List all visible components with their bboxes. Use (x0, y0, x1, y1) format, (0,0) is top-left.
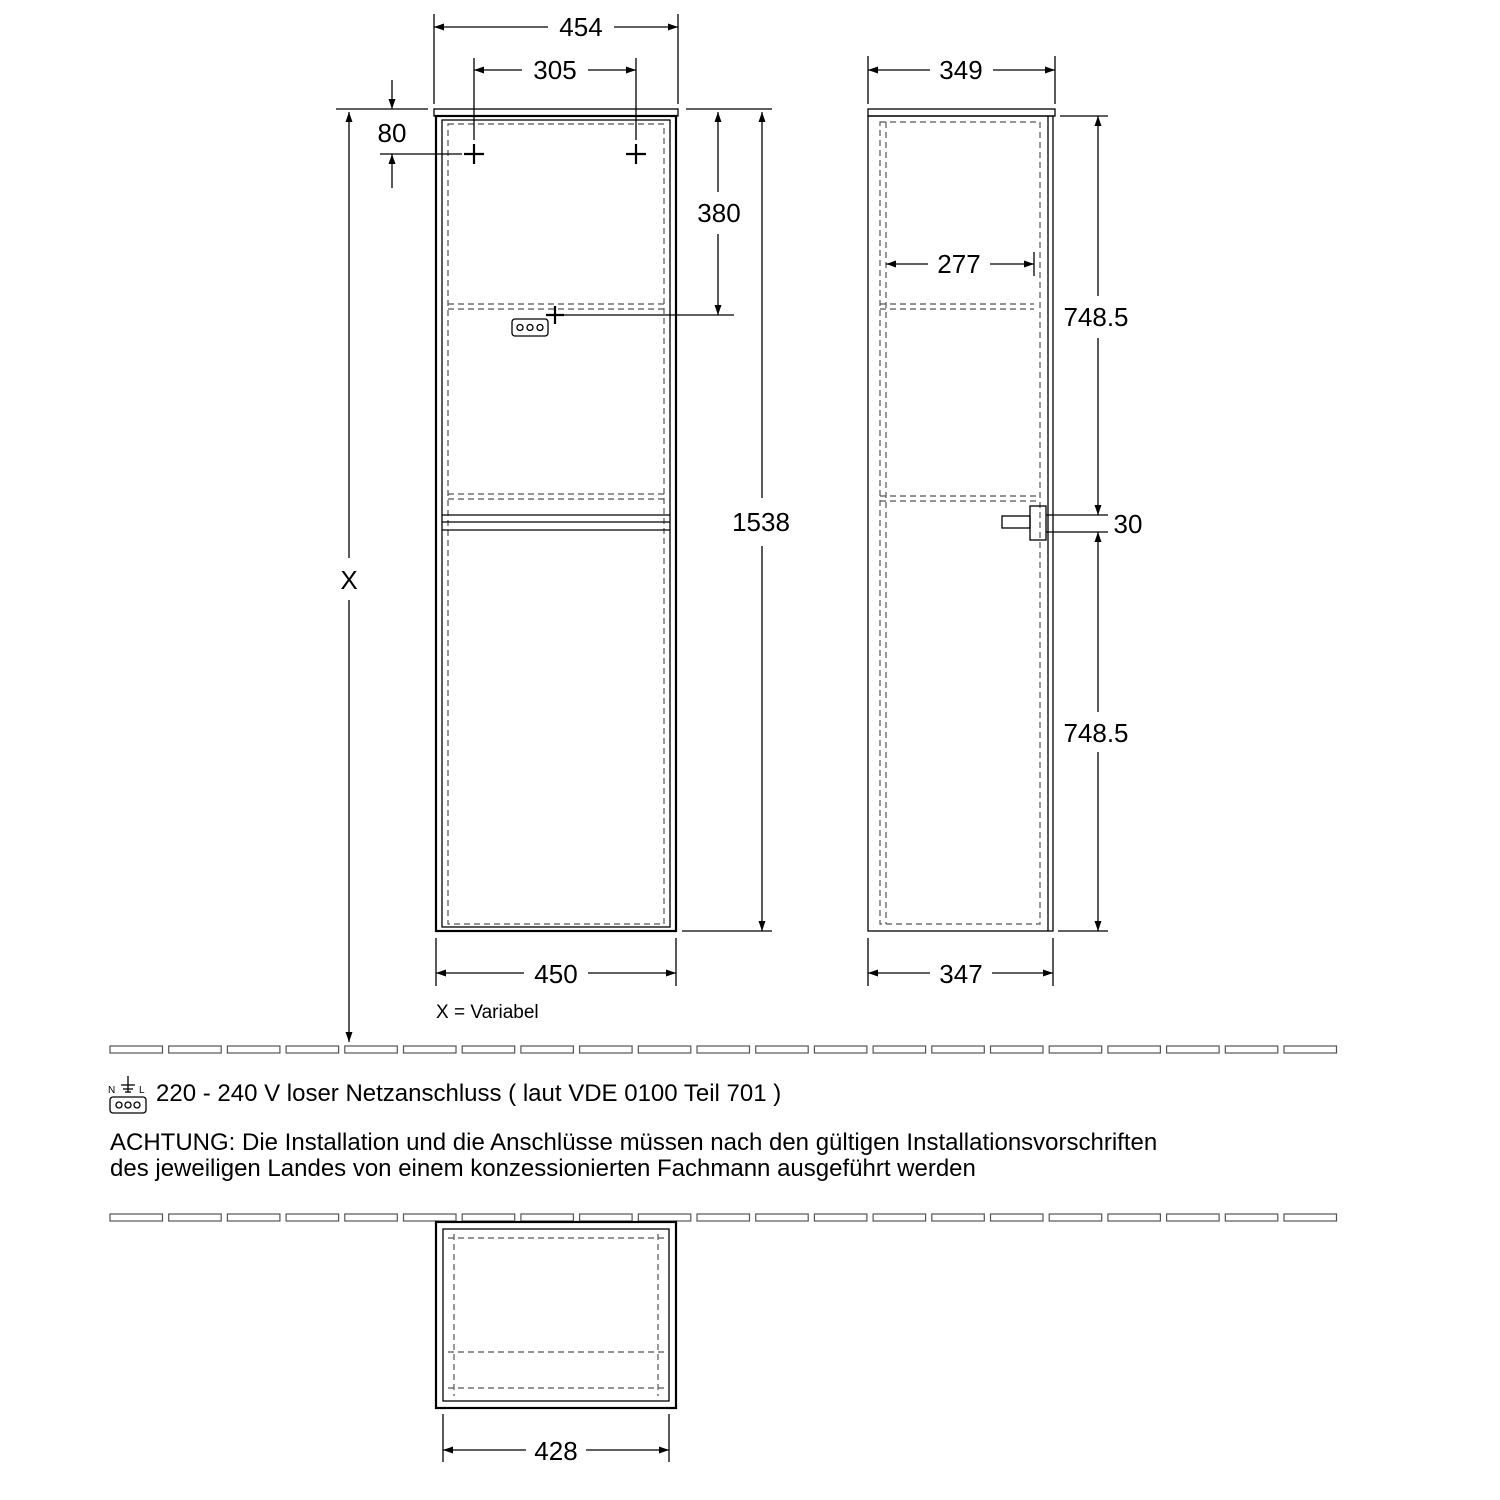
svg-text:N: N (108, 1085, 116, 1096)
floor-tile (110, 1046, 163, 1053)
floor-tile (638, 1046, 691, 1053)
dim-450-label: 450 (534, 959, 578, 989)
front-cabinet-inner-frame (442, 120, 670, 927)
floor-tile (110, 1214, 163, 1221)
warning-line-2: des jeweiligen Landes von einem konzessionierten Fachmann ausgeführt werden (110, 1155, 976, 1182)
electrical-connection-icon (108, 1076, 146, 1113)
floor-tile (814, 1046, 867, 1053)
top-view (436, 1222, 676, 1466)
floor-tile (1108, 1214, 1161, 1221)
floor-tile (169, 1214, 222, 1221)
floor-tile (1225, 1046, 1278, 1053)
front-cabinet-outline (436, 116, 676, 931)
dim-748-lower-label: 748.5 (1063, 718, 1129, 748)
side-top-cap (868, 109, 1055, 116)
warning-line-1: ACHTUNG: Die Installation und die Anschlüsse müssen nach den gültigen Installationsvorschriften (110, 1129, 1158, 1156)
dim-x-label: X (340, 565, 358, 595)
floor-tile (404, 1046, 457, 1053)
floor-tile (991, 1214, 1044, 1221)
floor-tile (697, 1214, 750, 1221)
floor-tile (932, 1214, 985, 1221)
floor-tile (345, 1046, 398, 1053)
floor-tile (873, 1046, 926, 1053)
floor-tile (521, 1046, 574, 1053)
floor-tile (1049, 1214, 1102, 1221)
floor-tile (227, 1046, 280, 1053)
floor-tile (1167, 1214, 1220, 1221)
side-hidden-interior (880, 122, 1040, 924)
dim-30-label: 30 (1113, 509, 1143, 539)
floor-tile (756, 1046, 809, 1053)
dim-1538-label: 1538 (732, 507, 790, 537)
floor-tile (638, 1214, 691, 1221)
floor-tile (580, 1046, 633, 1053)
mounting-hole-left (464, 144, 484, 164)
dim-380-label: 380 (697, 198, 741, 228)
variable-note: X = Variabel (436, 1002, 539, 1023)
floor-tile (873, 1214, 926, 1221)
dim-428-label: 428 (534, 1436, 578, 1466)
floor-tile (756, 1214, 809, 1221)
floor-tile (521, 1214, 574, 1221)
floor-tile (697, 1046, 750, 1053)
socket-icon (512, 306, 734, 336)
floor-tile (462, 1214, 515, 1221)
floor-tile (814, 1214, 867, 1221)
dim-349-label: 349 (939, 55, 983, 85)
front-view (336, 12, 790, 1042)
top-view-outline (436, 1222, 676, 1408)
floor-tile (1049, 1046, 1102, 1053)
power-note: 220 - 240 V loser Netzanschluss ( laut VDE 0100 Teil 701 ) (156, 1080, 782, 1107)
gap-detail (1002, 506, 1108, 540)
floor-tile (932, 1046, 985, 1053)
floor-tile (1284, 1046, 1337, 1053)
top-view-inner (443, 1229, 669, 1401)
floor-tile (1225, 1214, 1278, 1221)
dim-80-label: 80 (377, 118, 407, 148)
dim-277-label: 277 (937, 249, 981, 279)
floor-tiles-top (110, 1046, 1337, 1053)
floor-tile (345, 1214, 398, 1221)
side-cabinet-outline (868, 116, 1053, 931)
floor-tiles-bottom (110, 1214, 1337, 1221)
floor-tile (286, 1046, 339, 1053)
front-hidden-interior (448, 124, 664, 924)
floor-tile (227, 1214, 280, 1221)
svg-text:L: L (139, 1085, 145, 1096)
floor-tile (580, 1214, 633, 1221)
floor-tile (169, 1046, 222, 1053)
dim-347-label: 347 (939, 959, 983, 989)
dim-305-label: 305 (533, 55, 577, 85)
mounting-hole-right (626, 144, 646, 164)
floor-tile (991, 1046, 1044, 1053)
floor-tile (404, 1214, 457, 1221)
side-view (868, 55, 1142, 989)
dim-748-upper-label: 748.5 (1063, 302, 1129, 332)
floor-tile (1167, 1046, 1220, 1053)
floor-tile (462, 1046, 515, 1053)
floor-tile (1284, 1214, 1337, 1221)
floor-tile (1108, 1046, 1161, 1053)
floor-tile (286, 1214, 339, 1221)
dim-454-label: 454 (559, 12, 603, 42)
